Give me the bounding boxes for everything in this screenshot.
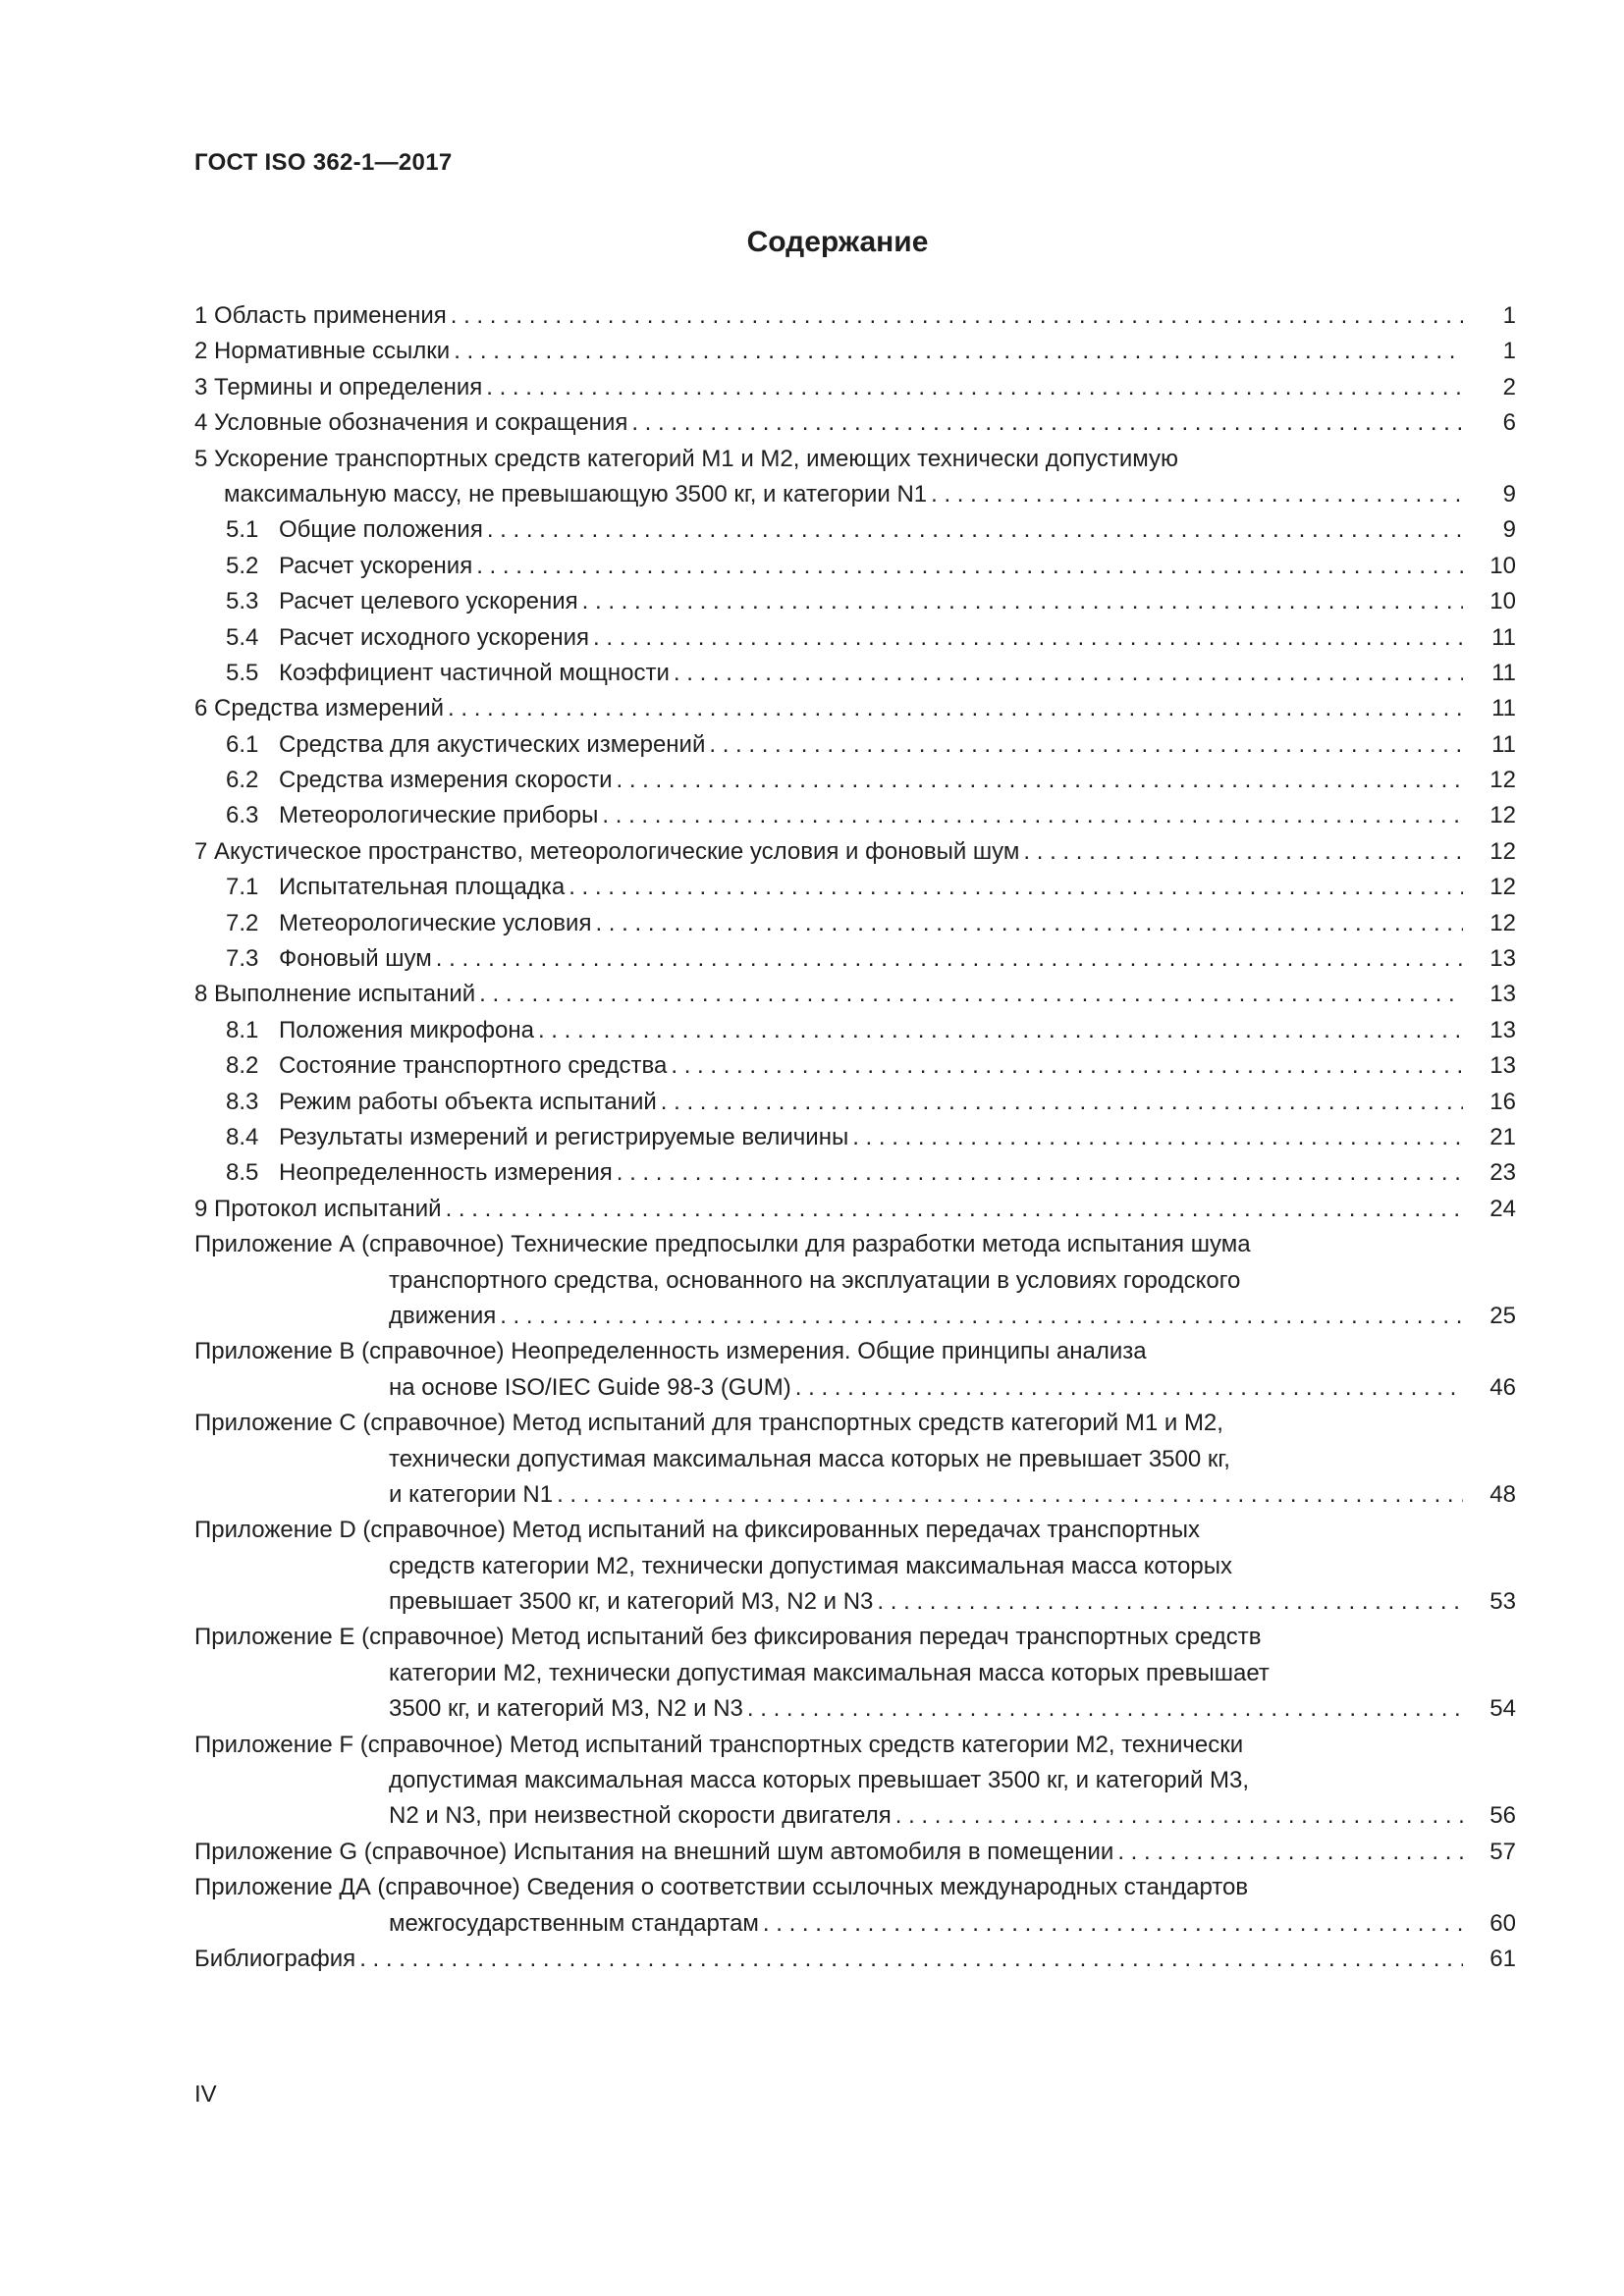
toc-entry-text: Состояние транспортного средства xyxy=(279,1052,668,1080)
dot-leader xyxy=(709,727,1463,763)
toc-entry-page: 12 xyxy=(1489,909,1516,936)
toc-entry-text: Режим работы объекта испытаний xyxy=(279,1088,657,1115)
dot-leader xyxy=(538,1013,1463,1048)
dot-leader xyxy=(568,870,1463,905)
dot-leader xyxy=(763,1906,1463,1942)
toc-subentry[interactable] xyxy=(194,763,1516,798)
dot-leader xyxy=(359,1942,1463,1977)
toc-title: Содержание xyxy=(746,226,929,258)
toc-entry-text: Приложение С (справочное) Метод испытаний для транспортных средств категорий М1 и М2, xyxy=(194,1410,1223,1437)
dot-leader xyxy=(476,549,1463,584)
dot-leader xyxy=(593,620,1463,656)
toc-entry-text: Коэффициент частичной мощности xyxy=(279,659,670,686)
toc-subentry[interactable] xyxy=(194,1085,1516,1120)
toc-subentry[interactable] xyxy=(194,798,1516,833)
toc-entry[interactable] xyxy=(194,298,1516,334)
toc-entry-text: межгосударственным стандартам xyxy=(389,1909,759,1937)
toc-subentry[interactable] xyxy=(194,1013,1516,1048)
toc-entry[interactable] xyxy=(194,1192,1516,1227)
toc-entry-text: 4 Условные обозначения и сокращения xyxy=(194,409,628,437)
toc-entry-page: 16 xyxy=(1489,1088,1516,1115)
toc-entry[interactable] xyxy=(194,1942,1516,1977)
dot-leader xyxy=(747,1691,1463,1727)
dot-leader xyxy=(436,941,1463,977)
toc-entry-page: 46 xyxy=(1489,1373,1516,1401)
toc-entry-text: N2 и N3, при неизвестной скорости двигателя xyxy=(389,1802,892,1830)
dot-leader xyxy=(1117,1835,1463,1870)
toc-entry-page: 54 xyxy=(1489,1695,1516,1723)
toc-appendix-line[interactable] xyxy=(194,1442,1516,1477)
toc-appendix-entry[interactable] xyxy=(194,1906,1516,1942)
toc-appendix-entry[interactable] xyxy=(194,1584,1516,1620)
toc-entry-page: 24 xyxy=(1489,1195,1516,1222)
toc-entry-text: Расчет целевого ускорения xyxy=(279,588,578,615)
toc-appendix-line[interactable] xyxy=(194,1728,1516,1763)
toc-subentry[interactable] xyxy=(194,620,1516,656)
toc-entry-text: 3500 кг, и категорий М3, N2 и N3 xyxy=(389,1695,743,1723)
toc-appendix-line[interactable] xyxy=(194,1263,1516,1299)
toc-entry-text: Приложение В (справочное) Неопределенность измерения. Общие принципы анализа xyxy=(194,1338,1147,1365)
toc-entry-page: 10 xyxy=(1489,588,1516,615)
toc-appendix-line[interactable] xyxy=(194,1334,1516,1369)
toc-entry-text: 9 Протокол испытаний xyxy=(194,1195,442,1222)
toc-appendix-line[interactable] xyxy=(194,1406,1516,1441)
dot-leader xyxy=(931,477,1463,512)
toc-entry-text: Фоновый шум xyxy=(279,945,432,973)
toc-subentry[interactable] xyxy=(194,906,1516,941)
toc-entry-text: Средства для акустических измерений xyxy=(279,730,706,758)
toc-entry-text: Общие положения xyxy=(279,516,483,544)
dot-leader xyxy=(674,656,1463,691)
toc-appendix-entry[interactable] xyxy=(194,1691,1516,1727)
toc-appendix-entry[interactable] xyxy=(194,1798,1516,1834)
toc-entry-text: 3 Термины и определения xyxy=(194,373,483,400)
toc-subentry-number: 5.5 xyxy=(226,659,259,686)
dot-leader xyxy=(487,512,1463,548)
document-id: ГОСТ ISO 362-1—2017 xyxy=(194,149,453,176)
toc-entry-page: 11 xyxy=(1491,623,1516,651)
toc-entry-text: Неопределенность измерения xyxy=(279,1159,613,1187)
dot-leader xyxy=(852,1120,1463,1155)
toc-entry-page: 2 xyxy=(1502,373,1516,400)
toc-entry-page: 11 xyxy=(1491,659,1516,686)
dot-leader xyxy=(671,1048,1463,1084)
toc-entry-page: 57 xyxy=(1489,1838,1516,1865)
toc-entry-text: Библиография xyxy=(194,1945,356,1972)
toc-appendix-line[interactable] xyxy=(194,1549,1516,1584)
toc-subentry-number: 6.2 xyxy=(226,767,259,794)
toc-subentry-number: 8.5 xyxy=(226,1159,259,1187)
toc-entry-text: категории М2, технически допустимая максимальная масса которых превышает xyxy=(389,1659,1270,1686)
dot-leader xyxy=(479,977,1463,1012)
toc-subentry-number: 7.1 xyxy=(226,874,259,901)
toc-entry[interactable] xyxy=(194,691,1516,726)
toc-subentry-number: 8.2 xyxy=(226,1052,259,1080)
toc-entry-text: Положения микрофона xyxy=(279,1016,534,1043)
toc-appendix-line[interactable] xyxy=(194,1227,1516,1262)
toc-subentry[interactable] xyxy=(194,1048,1516,1084)
toc-entry-page: 11 xyxy=(1491,695,1516,722)
toc-entry[interactable] xyxy=(194,477,1516,512)
toc-subentry-number: 7.2 xyxy=(226,909,259,936)
toc-subentry[interactable] xyxy=(194,941,1516,977)
toc-appendix-line[interactable] xyxy=(194,1656,1516,1691)
toc-entry-page: 13 xyxy=(1489,1052,1516,1080)
toc-entry-text: движения xyxy=(389,1302,497,1329)
toc-entry-page: 21 xyxy=(1489,1123,1516,1150)
toc-entry-text: максимальную массу, не превышающую 3500 кг, и категории N1 xyxy=(224,480,928,507)
toc-appendix-line[interactable] xyxy=(194,1763,1516,1798)
toc-entry-text: Испытательная площадка xyxy=(279,874,566,901)
toc-entry-text: 2 Нормативные ссылки xyxy=(194,338,451,365)
toc-entry-text: Приложение А (справочное) Технические предпосылки для разработки метода испытания шума xyxy=(194,1231,1251,1258)
toc-entry-text: технически допустимая максимальная масса которых не превышает 3500 кг, xyxy=(389,1445,1230,1472)
toc-entry-text: допустимая максимальная масса которых превышает 3500 кг, и категорий М3, xyxy=(389,1767,1250,1794)
toc-appendix-entry[interactable] xyxy=(194,1370,1516,1406)
toc-entry-text: и категории N1 xyxy=(389,1480,554,1508)
dot-leader xyxy=(617,1155,1463,1191)
toc-subentry[interactable] xyxy=(194,549,1516,584)
toc-subentry[interactable] xyxy=(194,727,1516,763)
toc-subentry[interactable] xyxy=(194,870,1516,905)
dot-leader xyxy=(595,906,1463,941)
dot-leader xyxy=(557,1477,1463,1513)
dot-leader xyxy=(631,405,1463,441)
toc-entry-text: 8 Выполнение испытаний xyxy=(194,981,476,1008)
toc-entry-text: превышает 3500 кг, и категорий М3, N2 и N3 xyxy=(389,1588,874,1616)
toc-entry-text: Метеорологические приборы xyxy=(279,802,599,829)
toc-entry-text: Приложение G (справочное) Испытания на внешний шум автомобиля в помещении xyxy=(194,1838,1114,1865)
toc-entry-text: 1 Область применения xyxy=(194,302,447,329)
toc-entry-text: Результаты измерений и регистрируемые величины xyxy=(279,1123,849,1150)
toc-entry-text: 5 Ускорение транспортных средств категорий М1 и М2, имеющих технически допустимую xyxy=(194,445,1179,472)
toc-entry-page: 60 xyxy=(1489,1909,1516,1937)
toc-appendix-line[interactable] xyxy=(194,1620,1516,1655)
toc-subentry-number: 6.1 xyxy=(226,730,259,758)
toc-entry-page: 9 xyxy=(1502,516,1516,544)
toc-subentry-number: 5.2 xyxy=(226,552,259,579)
dot-leader xyxy=(661,1085,1463,1120)
page-number: IV xyxy=(194,2081,217,2108)
toc-appendix-entry[interactable] xyxy=(194,1299,1516,1334)
toc-entry-text: транспортного средства, основанного на эксплуатации в условиях городского xyxy=(389,1266,1241,1294)
toc-entry-text: на основе ISO/IEC Guide 98-3 (GUM) xyxy=(389,1373,791,1401)
toc-entry-page: 25 xyxy=(1489,1302,1516,1329)
toc-entry-page: 12 xyxy=(1489,837,1516,865)
table-of-contents xyxy=(194,298,1516,1977)
toc-entry-text: Приложение Е (справочное) Метод испытаний без фиксирования передач транспортных средств xyxy=(194,1624,1262,1651)
toc-subentry[interactable] xyxy=(194,1120,1516,1155)
toc-entry-text: 7 Акустическое пространство, метеорологические условия и фоновый шум xyxy=(194,837,1020,865)
toc-entry-text: Расчет исходного ускорения xyxy=(279,623,590,651)
toc-appendix-line[interactable] xyxy=(194,1513,1516,1548)
toc-entry[interactable] xyxy=(194,334,1516,369)
toc-entry-text: Приложение F (справочное) Метод испытаний транспортных средств категории М2, технически xyxy=(194,1731,1244,1758)
toc-entry-page: 1 xyxy=(1502,302,1516,329)
toc-entry[interactable] xyxy=(194,405,1516,441)
toc-subentry-number: 8.1 xyxy=(226,1016,259,1043)
toc-subentry-number: 5.1 xyxy=(226,516,259,544)
toc-entry-page: 13 xyxy=(1489,945,1516,973)
toc-entry-page: 61 xyxy=(1489,1945,1516,1972)
toc-subentry[interactable] xyxy=(194,656,1516,691)
toc-subentry-number: 8.4 xyxy=(226,1123,259,1150)
dot-leader xyxy=(454,334,1463,369)
toc-entry-page: 9 xyxy=(1502,480,1516,507)
toc-entry-text: Расчет ускорения xyxy=(279,552,473,579)
toc-subentry[interactable] xyxy=(194,512,1516,548)
toc-entry-page: 11 xyxy=(1491,730,1516,758)
toc-entry-text: средств категории М2, технически допустимая максимальная масса которых xyxy=(389,1552,1232,1579)
toc-subentry-number: 6.3 xyxy=(226,802,259,829)
dot-leader xyxy=(1023,834,1463,870)
toc-entry-text: Метеорологические условия xyxy=(279,909,592,936)
toc-entry-page: 1 xyxy=(1502,338,1516,365)
dot-leader xyxy=(616,763,1463,798)
toc-subentry[interactable] xyxy=(194,584,1516,619)
toc-entry[interactable] xyxy=(194,370,1516,405)
dot-leader xyxy=(795,1370,1463,1406)
dot-leader xyxy=(582,584,1463,619)
dot-leader xyxy=(877,1584,1463,1620)
toc-entry-page: 6 xyxy=(1502,409,1516,437)
toc-appendix-entry[interactable] xyxy=(194,1835,1516,1870)
dot-leader xyxy=(500,1299,1463,1334)
toc-entry-text: 6 Средства измерений xyxy=(194,695,445,722)
toc-entry-text: Средства измерения скорости xyxy=(279,767,613,794)
dot-leader xyxy=(486,370,1463,405)
toc-entry-text: Приложение ДА (справочное) Сведения о соответствии ссылочных международных стандартов xyxy=(194,1874,1249,1901)
toc-appendix-entry[interactable] xyxy=(194,1477,1516,1513)
toc-entry-page: 12 xyxy=(1489,802,1516,829)
toc-entry-page: 23 xyxy=(1489,1159,1516,1187)
toc-entry-page: 13 xyxy=(1489,1016,1516,1043)
dot-leader xyxy=(448,691,1463,726)
toc-subentry-number: 8.3 xyxy=(226,1088,259,1115)
toc-subentry-number: 5.3 xyxy=(226,588,259,615)
toc-entry-text: Приложение D (справочное) Метод испытаний на фиксированных передачах транспортных xyxy=(194,1517,1201,1544)
dot-leader xyxy=(602,798,1463,833)
toc-subentry[interactable] xyxy=(194,1155,1516,1191)
toc-entry-line[interactable] xyxy=(194,442,1516,477)
toc-entry[interactable] xyxy=(194,977,1516,1012)
toc-entry-page: 12 xyxy=(1489,874,1516,901)
toc-entry[interactable] xyxy=(194,834,1516,870)
dot-leader xyxy=(451,298,1463,334)
toc-entry-page: 48 xyxy=(1489,1480,1516,1508)
toc-subentry-number: 5.4 xyxy=(226,623,259,651)
toc-entry-page: 13 xyxy=(1489,981,1516,1008)
toc-entry-page: 56 xyxy=(1489,1802,1516,1830)
dot-leader xyxy=(446,1192,1463,1227)
toc-subentry-number: 7.3 xyxy=(226,945,259,973)
toc-entry-page: 10 xyxy=(1489,552,1516,579)
toc-appendix-line[interactable] xyxy=(194,1870,1516,1905)
toc-entry-page: 12 xyxy=(1489,767,1516,794)
dot-leader xyxy=(895,1798,1463,1834)
toc-entry-page: 53 xyxy=(1489,1588,1516,1616)
